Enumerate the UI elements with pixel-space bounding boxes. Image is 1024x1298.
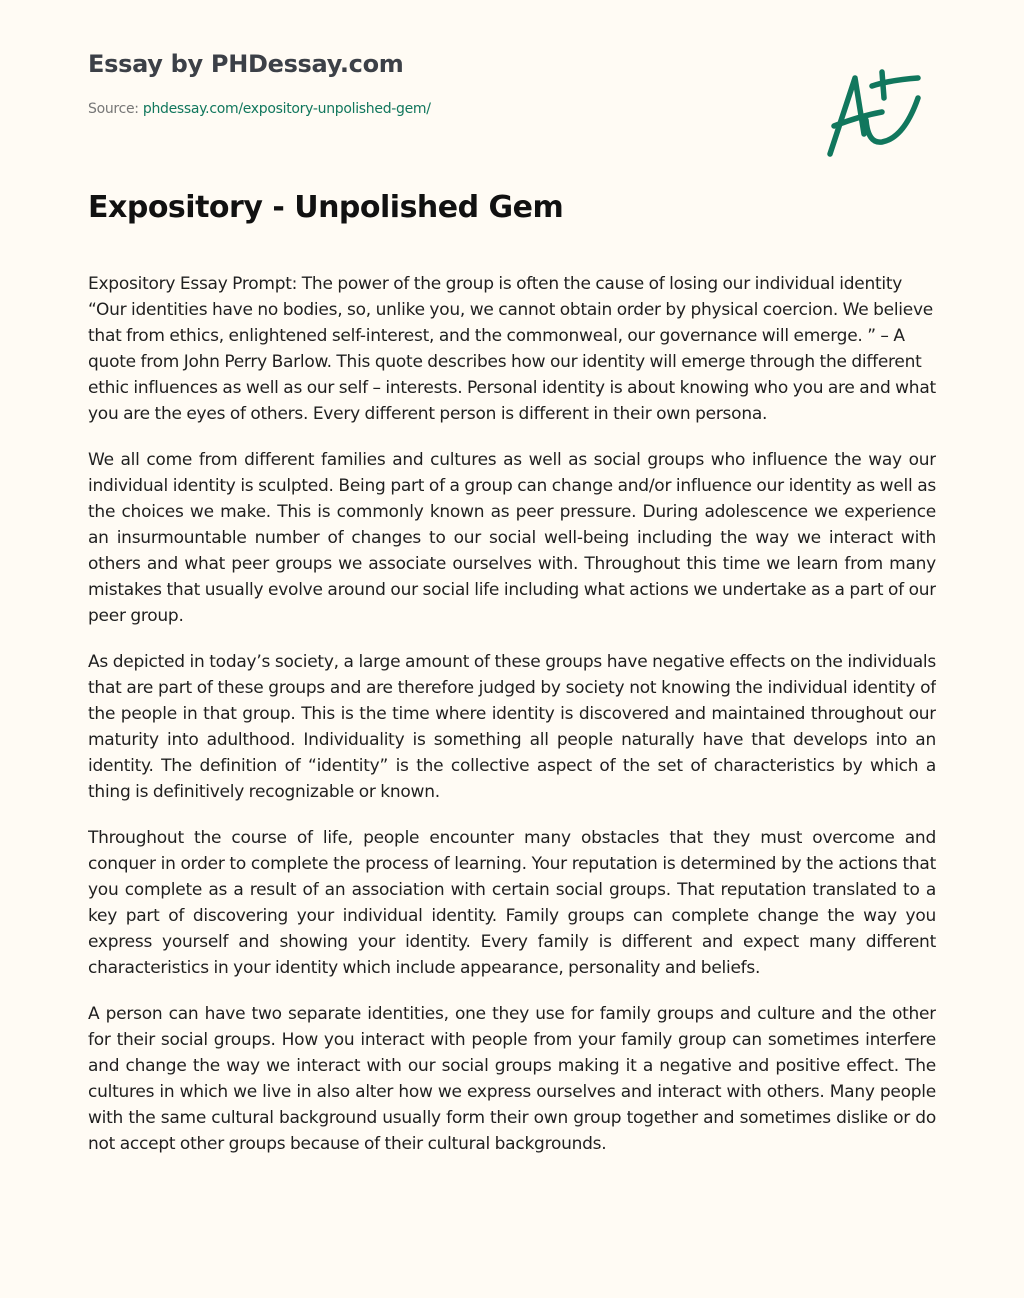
paragraph: Throughout the course of life, people encounter many obstacles that they must overcome and conquer in order to complete the process of learning. Your reputation is determined by the actions that you complete as a result of an association with certain social groups. That reputation translated to a key part of discovering your individual identity. Family groups can complete change the way you express yourself and showing your identity. Every family is different and expect many different characteristics in your identity which include appearance, personality and beliefs. bbox=[88, 828, 936, 978]
paragraph: As depicted in today’s society, a large amount of these groups have negative effects on the individuals that are part of these groups and are therefore judged by society not knowing the individual identity of the people in that group. This is the time where identity is discovered and maintained throughout our maturity into adulthood. Individuality is something all people naturally have that develops into an identity. The definition of “identity” is the collective aspect of the set of characteristics by which a thing is definitively recognizable or known. bbox=[88, 652, 936, 802]
site-brand: Essay by PHDessay.com bbox=[88, 50, 404, 78]
source-line bbox=[88, 101, 431, 117]
essay-body bbox=[88, 271, 936, 1251]
paragraph: A person can have two separate identities, one they use for family groups and culture and the other for their social groups. How you interact with people from your family group can sometimes interfere and change the way we interact with our social groups making it a negative and positive effect. The cultures in which we live in also alter how we express ourselves and interact with others. Many people with the same cultural background usually form their own group together and sometimes dislike or do not accept other groups because of their cultural backgrounds. bbox=[88, 1004, 936, 1154]
essay-title: Expository - Unpolished Gem bbox=[88, 190, 564, 225]
a-plus-logo-icon bbox=[820, 64, 930, 164]
paragraph: Expository Essay Prompt: The power of the group is often the cause of losing our individual identity “Our identities have no bodies, so, unlike you, we cannot obtain order by physical coercion. We believe that from ethics, enlightened self-interest, and the commonweal, our governance will emerge. ” – A quote from John Perry Barlow. This quote describes how our identity will emerge through the different ethic influences as well as our self – interests. Personal identity is about knowing who you are and what you are the eyes of others. Every different person is different in their own persona. bbox=[88, 274, 936, 424]
source-label: Source: bbox=[88, 101, 139, 117]
paragraph: We all come from different families and cultures as well as social groups who influence the way our individual identity is sculpted. Being part of a group can change and/or influence our identity as well as the choices we make. This is commonly known as peer pressure. During adolescence we experience an insurmountable number of changes to our social well-being including the way we interact with others and what peer groups we associate ourselves with. Throughout this time we learn from many mistakes that usually evolve around our social life including what actions we undertake as a part of our peer group. bbox=[88, 450, 936, 626]
source-link[interactable]: phdessay.com/expository-unpolished-gem/ bbox=[142, 101, 431, 117]
